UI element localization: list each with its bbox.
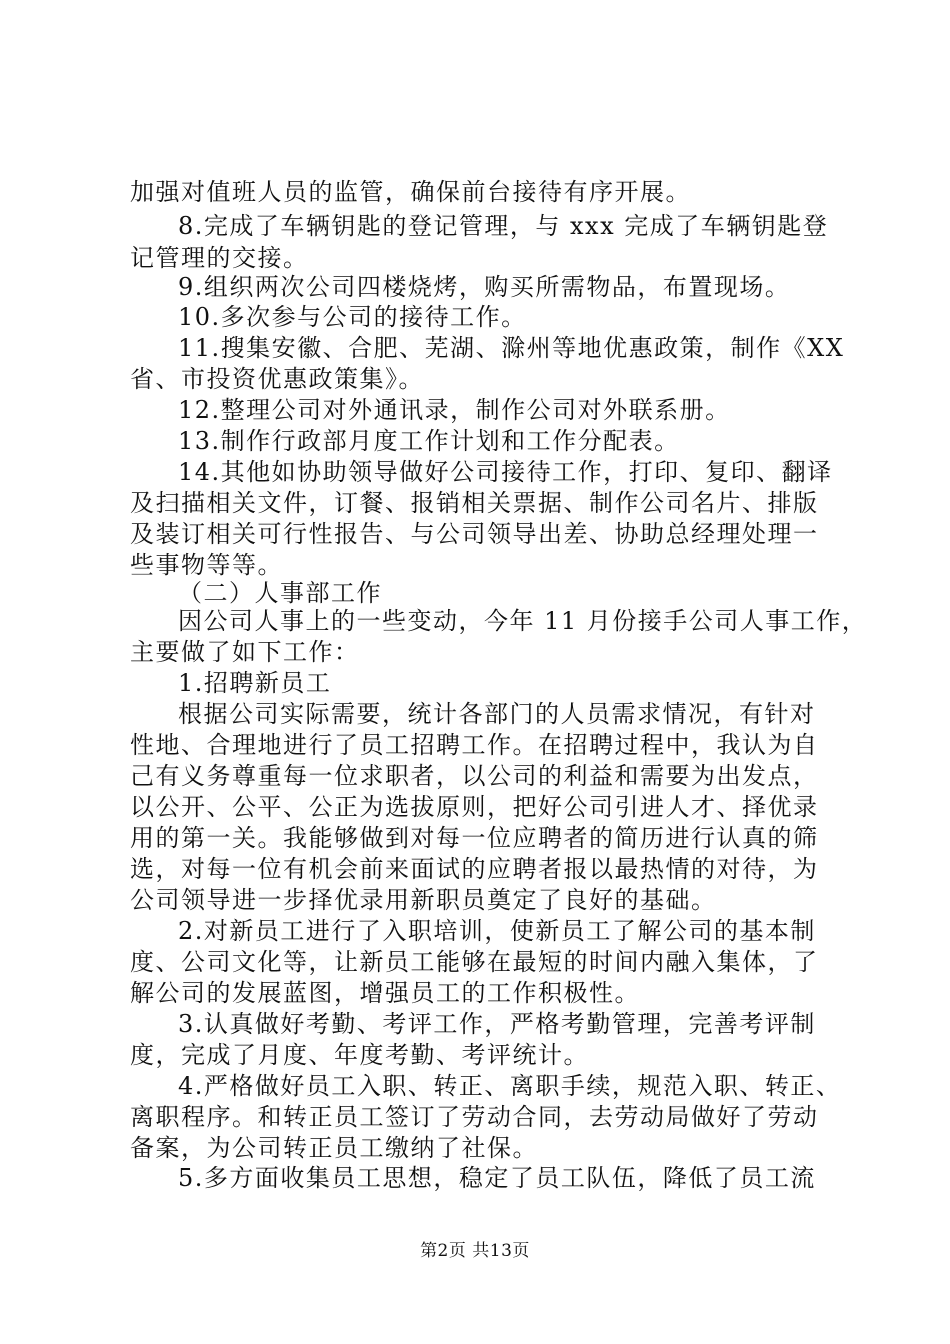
text-line: 离职程序。和转正员工签订了劳动合同，去劳动局做好了劳动 bbox=[130, 1103, 819, 1131]
text-line: 9.组织两次公司四楼烧烤，购买所需物品，布置现场。 bbox=[178, 273, 791, 301]
text-line: 以公开、公平、公正为选拔原则，把好公司引进人才、择优录 bbox=[130, 793, 819, 821]
text-line: 2.对新员工进行了入职培训，使新员工了解公司的基本制 bbox=[178, 917, 816, 945]
text-line: 12.整理公司对外通讯录，制作公司对外联系册。 bbox=[178, 396, 731, 424]
text-line: 省、市投资优惠政策集》。 bbox=[130, 365, 424, 393]
text-line: 公司领导进一步择优录用新职员奠定了良好的基础。 bbox=[130, 886, 717, 914]
text-line: 5.多方面收集员工思想，稳定了员工队伍，降低了员工流 bbox=[178, 1164, 816, 1192]
text-line: 4.严格做好员工入职、转正、离职手续，规范入职、转正、 bbox=[178, 1072, 842, 1100]
text-line: 13.制作行政部月度工作计划和工作分配表。 bbox=[178, 427, 680, 455]
text-line: 8.完成了车辆钥匙的登记管理，与 xxx 完成了车辆钥匙登 bbox=[178, 212, 829, 240]
text-line: 用的第一关。我能够做到对每一位应聘者的简历进行认真的筛 bbox=[130, 824, 819, 852]
text-line: 及装订相关可行性报告、与公司领导出差、协助总经理处理一 bbox=[130, 520, 819, 548]
text-line: 加强对值班人员的监管，确保前台接待有序开展。 bbox=[130, 178, 691, 206]
text-line: 因公司人事上的一些变动，今年 11 月份接手公司人事工作， bbox=[178, 607, 868, 635]
text-line: 己有义务尊重每一位求职者，以公司的利益和需要为出发点， bbox=[130, 762, 819, 790]
text-line: 14.其他如协助领导做好公司接待工作，打印、复印、翻译 bbox=[178, 458, 833, 486]
text-line: 度、公司文化等，让新员工能够在最短的时间内融入集体，了 bbox=[130, 948, 819, 976]
text-line: 及扫描相关文件，订餐、报销相关票据、制作公司名片、排版 bbox=[130, 489, 819, 517]
text-line: 10.多次参与公司的接待工作。 bbox=[178, 303, 527, 331]
page-number-footer: 第2页 共13页 bbox=[420, 1241, 530, 1261]
text-line: 3.认真做好考勤、考评工作，严格考勤管理，完善考评制 bbox=[178, 1010, 816, 1038]
section-heading: （二）人事部工作 bbox=[178, 579, 382, 607]
text-line: 根据公司实际需要，统计各部门的人员需求情况，有针对 bbox=[178, 700, 816, 728]
text-line: 11.搜集安徽、合肥、芜湖、滁州等地优惠政策，制作《XX bbox=[178, 334, 845, 362]
text-line: 性地、合理地进行了员工招聘工作。在招聘过程中，我认为自 bbox=[130, 731, 819, 759]
text-line: 备案，为公司转正员工缴纳了社保。 bbox=[130, 1134, 538, 1162]
text-line: 些事物等等。 bbox=[130, 551, 283, 579]
text-line: 度，完成了月度、年度考勤、考评统计。 bbox=[130, 1041, 589, 1069]
text-line: 记管理的交接。 bbox=[130, 244, 309, 272]
text-line: 选，对每一位有机会前来面试的应聘者报以最热情的对待，为 bbox=[130, 855, 819, 883]
text-line: 主要做了如下工作： bbox=[130, 638, 360, 666]
subsection-heading: 1.招聘新员工 bbox=[178, 669, 332, 697]
text-line: 解公司的发展蓝图，增强员工的工作积极性。 bbox=[130, 979, 640, 1007]
